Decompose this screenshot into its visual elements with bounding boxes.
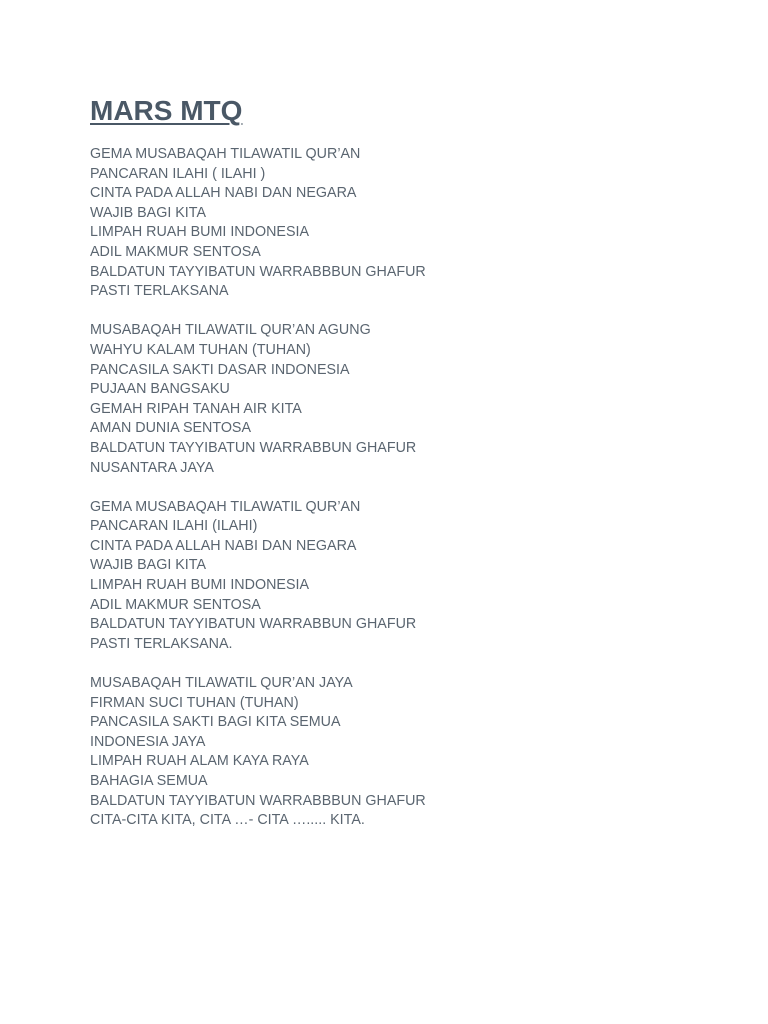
lyric-line: GEMA MUSABAQAH TILAWATIL QUR’AN xyxy=(90,146,361,162)
lyric-line: GEMA MUSABAQAH TILAWATIL QUR’AN xyxy=(90,498,361,515)
lyric-line: PASTI TERLAKSANA xyxy=(90,283,229,300)
lyric-line: CINTA PADA ALLAH NABI DAN NEGARA xyxy=(90,185,357,202)
lyric-line: PANCASILA SAKTI BAGI KITA SEMUA xyxy=(90,714,341,731)
stanza-3 xyxy=(90,498,690,655)
lyric-line: NUSANTARA JAYA xyxy=(90,459,214,476)
stanza-1 xyxy=(90,145,690,302)
lyric-line: MUSABAQAH TILAWATIL QUR’AN JAYA xyxy=(90,675,353,692)
lyric-line: BALDATUN TAYYIBATUN WARRABBBUN GHAFUR xyxy=(90,263,426,280)
lyric-line: WAHYU KALAM TUHAN (TUHAN) xyxy=(90,341,311,358)
lyric-line: GEMAH RIPAH TANAH AIR KITA xyxy=(90,400,302,417)
lyric-line: CINTA PADA ALLAH NABI DAN NEGARA xyxy=(90,537,357,554)
stanza-2 xyxy=(90,321,690,478)
lyric-line: FIRMAN SUCI TUHAN (TUHAN) xyxy=(90,694,299,711)
lyric-line: LIMPAH RUAH BUMI INDONESIA xyxy=(90,224,309,241)
lyric-line: BALDATUN TAYYIBATUN WARRABBUN GHAFUR xyxy=(90,616,417,633)
lyric-line: BALDATUN TAYYIBATUN WARRABBUN GHAFUR xyxy=(90,439,417,456)
lyric-line: LIMPAH RUAH BUMI INDONESIA xyxy=(90,577,309,594)
lyric-line: BAHAGIA SEMUA xyxy=(90,773,208,789)
lyric-line: INDONESIA JAYA xyxy=(90,733,206,750)
lyric-line: BALDATUN TAYYIBATUN WARRABBBUN GHAFUR xyxy=(90,792,426,809)
lyric-line: ADIL MAKMUR SENTOSA xyxy=(90,243,261,260)
lyrics-body xyxy=(90,145,690,850)
stanza-4 xyxy=(90,674,690,831)
lyric-line: WAJIB BAGI KITA xyxy=(90,557,206,574)
lyric-line: PANCARAN ILAHI (ILAHI) xyxy=(90,518,258,535)
lyric-line: MUSABAQAH TILAWATIL QUR’AN AGUNG xyxy=(90,322,371,339)
lyric-line: ADIL MAKMUR SENTOSA xyxy=(90,596,261,613)
lyric-line: LIMPAH RUAH ALAM KAYA RAYA xyxy=(90,753,309,770)
lyric-line: CITA-CITA KITA, CITA …- CITA …..... KITA. xyxy=(90,812,365,829)
lyric-line: WAJIB BAGI KITA xyxy=(90,204,206,221)
lyric-line: AMAN DUNIA SENTOSA xyxy=(90,420,252,437)
lyric-line: PUJAAN BANGSAKU xyxy=(90,381,230,398)
document-title: MARS MTQ xyxy=(90,95,243,126)
lyric-line: PANCASILA SAKTI DASAR INDONESIA xyxy=(90,361,350,378)
lyric-line: PASTI TERLAKSANA. xyxy=(90,635,233,652)
lyric-line: PANCARAN ILAHI ( ILAHI ) xyxy=(90,165,266,182)
